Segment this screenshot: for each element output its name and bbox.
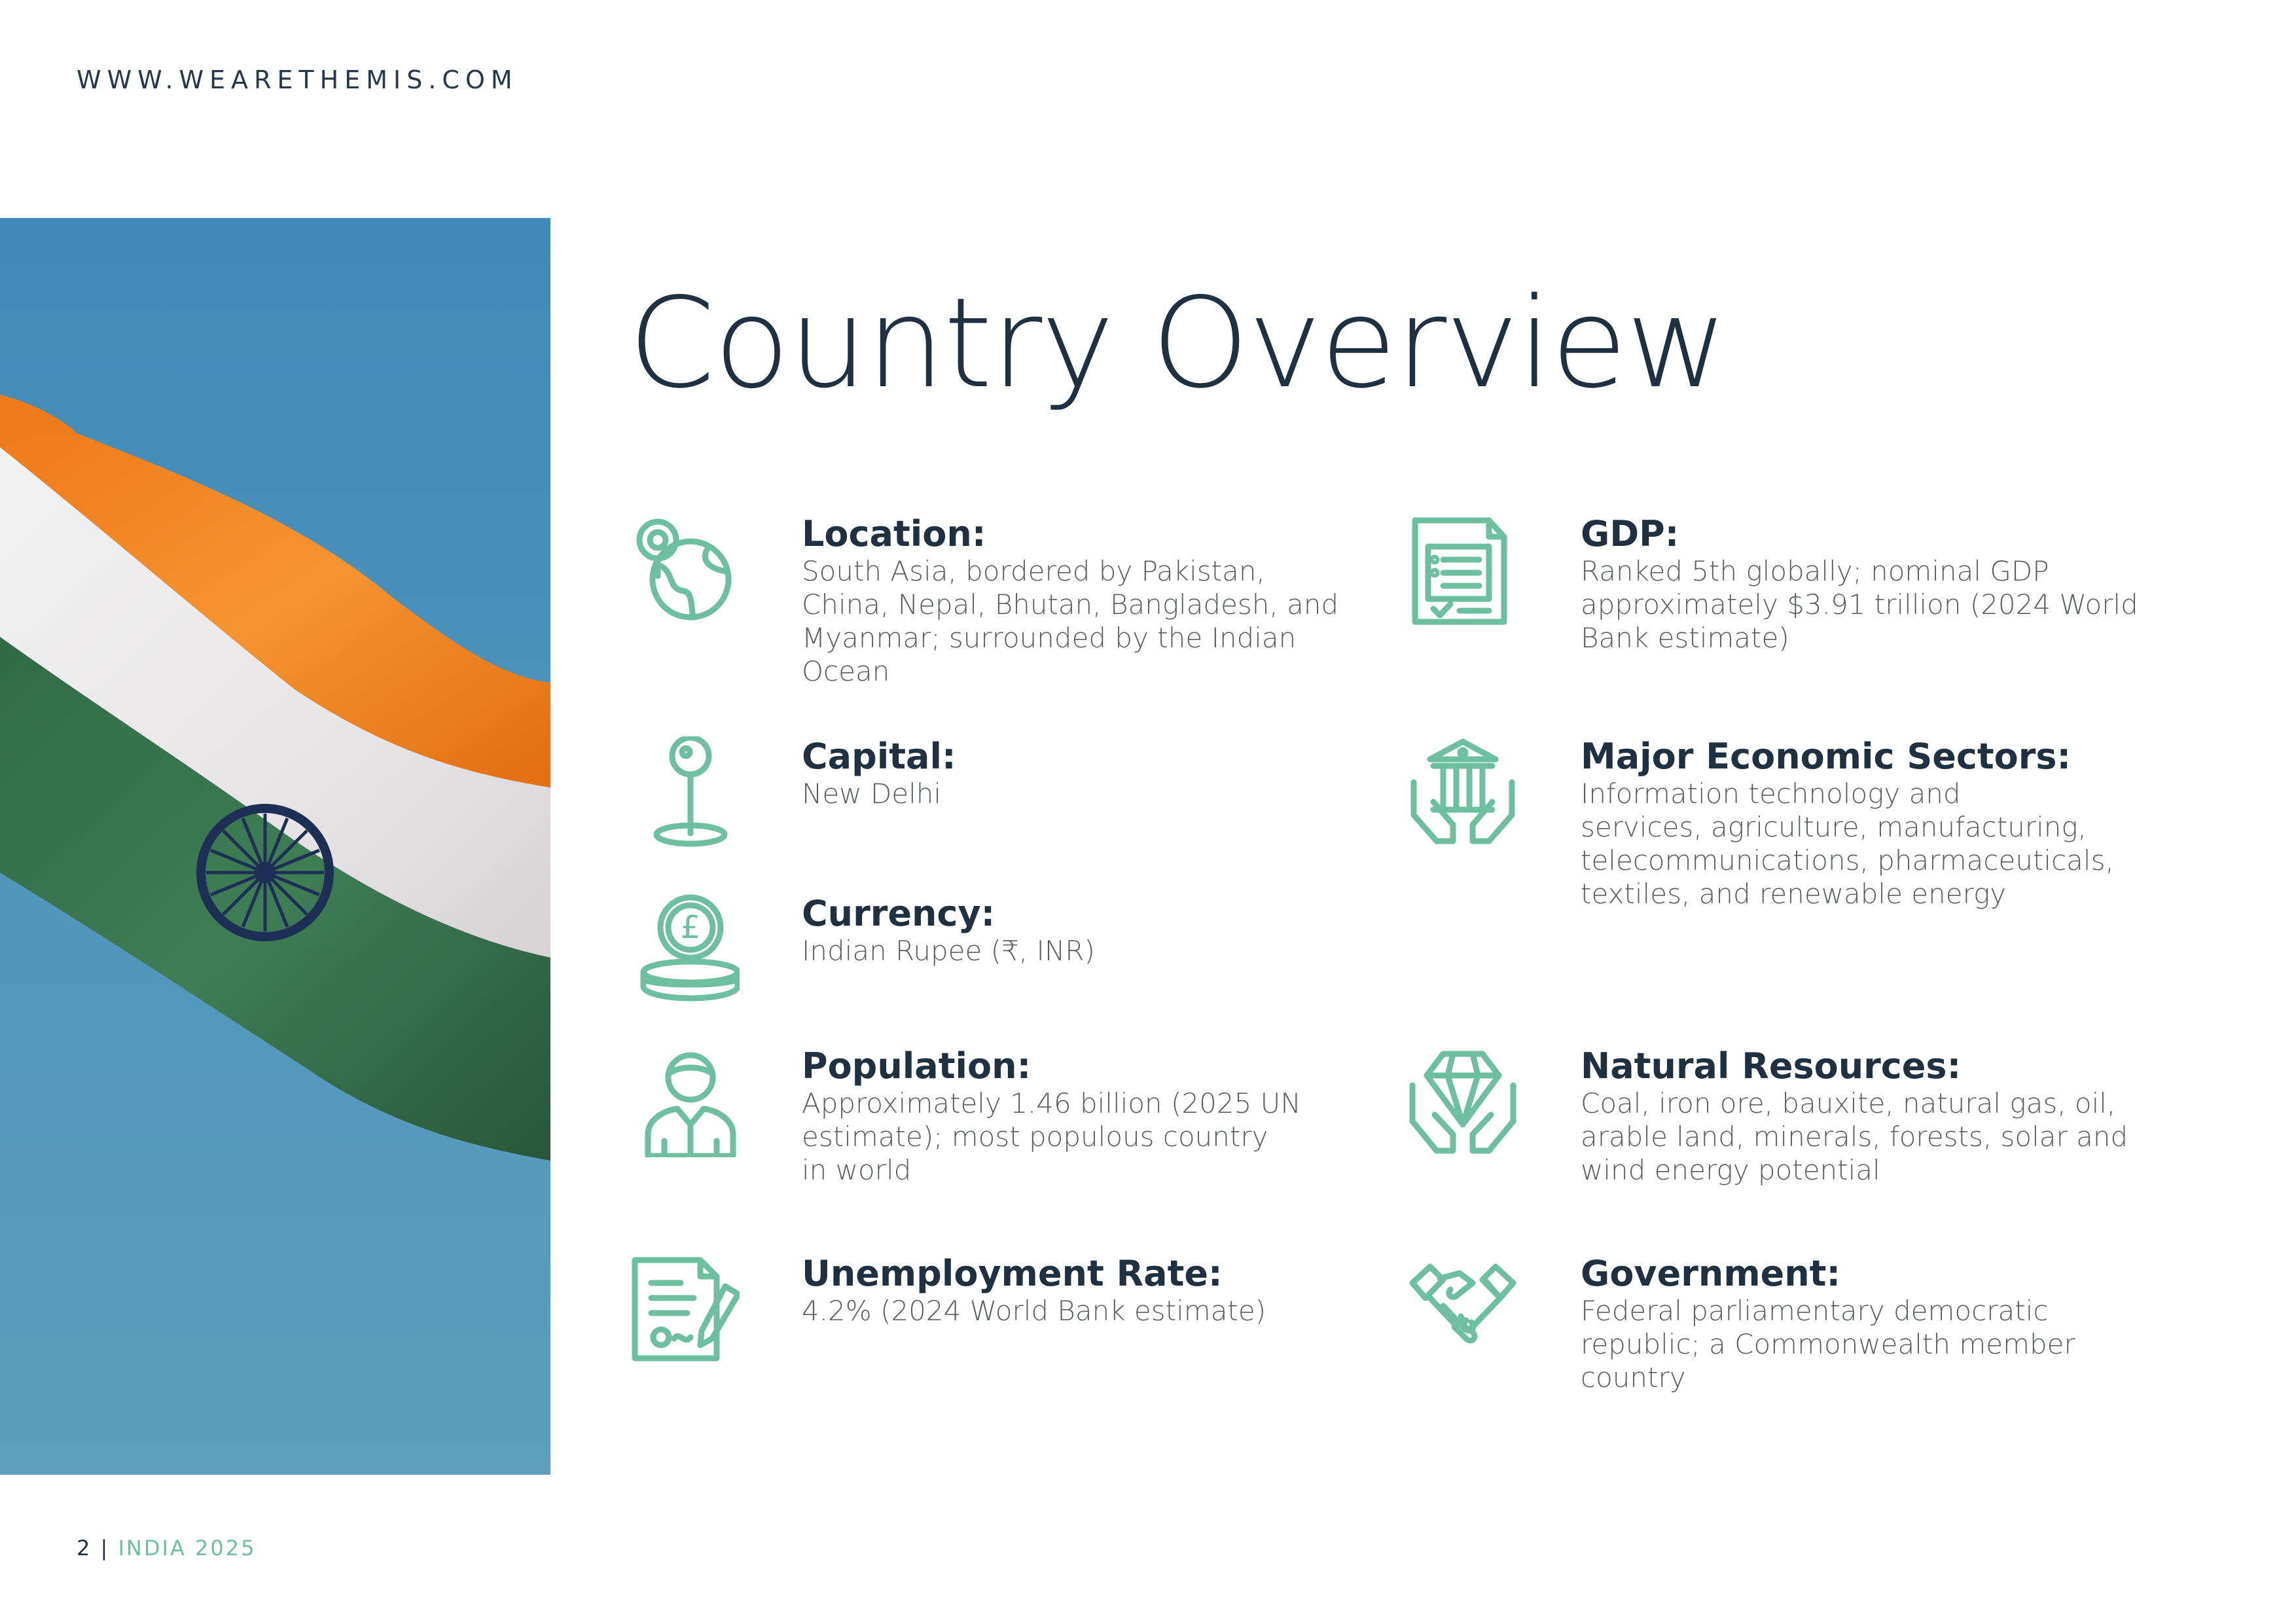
sectors-line-3: telecommunications, pharmaceuticals, (1581, 844, 2114, 876)
location-line-4: Ocean (802, 655, 890, 687)
svg-text:£: £ (680, 909, 701, 946)
sectors-title: Major Economic Sectors: (1581, 736, 2072, 777)
sectors-line-2: services, agriculture, manufacturing, (1581, 811, 2087, 843)
person-icon (628, 1046, 740, 1157)
population-item (628, 1046, 1381, 1216)
unemployment-item (628, 1254, 1381, 1384)
government-item (1407, 1254, 2258, 1424)
government-line-2: republic; a Commonwealth member (1581, 1328, 2075, 1360)
government-title: Government: (1581, 1253, 1841, 1294)
population-line-3: in world (802, 1154, 912, 1186)
capital-line-1: New Delhi (802, 778, 942, 810)
population-title: Population: (802, 1045, 1031, 1087)
unemployment-line-1: 4.2% (2024 World Bank estimate) (802, 1295, 1266, 1327)
bank-hands-icon (1407, 736, 1518, 848)
gdp-line-2: approximately $3.91 trillion (2024 World (1581, 588, 2138, 621)
footer-label: INDIA 2025 (118, 1536, 257, 1561)
india-flag-photo (0, 218, 550, 1475)
resources-title: Natural Resources: (1581, 1045, 1962, 1087)
location-item (628, 514, 1381, 710)
map-pin-icon (628, 736, 740, 848)
handshake-icon (1407, 1254, 1518, 1365)
location-line-1: South Asia, bordered by Pakistan, (802, 555, 1265, 587)
currency-item (628, 893, 1381, 1024)
gdp-line-3: Bank estimate) (1581, 622, 1789, 654)
capital-title: Capital: (802, 736, 956, 777)
page-number: 2 (77, 1536, 92, 1561)
globe-pin-icon (628, 514, 740, 625)
government-line-3: country (1581, 1362, 1686, 1394)
diamond-hands-icon (1407, 1046, 1518, 1157)
gdp-item (1407, 514, 2258, 684)
gdp-title: GDP: (1581, 513, 1679, 554)
site-url[interactable]: WWW.WEARETHEMIS.COM (77, 65, 518, 94)
document-report-icon (1407, 514, 1518, 625)
page-footer (77, 1536, 256, 1561)
gdp-line-1: Ranked 5th globally; nominal GDP (1581, 555, 2049, 587)
contract-pen-icon (628, 1254, 740, 1365)
page-title: Country Overview (628, 271, 1727, 416)
footer-separator: | (100, 1536, 110, 1561)
resources-item (1407, 1046, 2258, 1216)
sectors-item (1407, 736, 2258, 933)
location-line-2: China, Nepal, Bhutan, Bangladesh, and (802, 588, 1339, 621)
location-title: Location: (802, 513, 986, 554)
currency-line-1: Indian Rupee (₹, INR) (802, 935, 1095, 967)
coin-stack-icon (628, 893, 740, 1005)
capital-item (628, 736, 1381, 867)
resources-line-1: Coal, iron ore, bauxite, natural gas, oil, (1581, 1087, 2116, 1119)
population-line-2: estimate); most populous country (802, 1121, 1268, 1153)
resources-line-3: wind energy potential (1581, 1154, 1880, 1186)
unemployment-title: Unemployment Rate: (802, 1253, 1223, 1294)
resources-line-2: arable land, minerals, forests, solar and (1581, 1121, 2128, 1153)
sectors-line-4: textiles, and renewable energy (1581, 878, 2007, 910)
currency-title: Currency: (802, 893, 996, 934)
population-line-1: Approximately 1.46 billion (2025 UN (802, 1087, 1301, 1119)
sectors-line-1: Information technology and (1581, 778, 1961, 810)
government-line-1: Federal parliamentary democratic (1581, 1295, 2049, 1327)
location-line-3: Myanmar; surrounded by the Indian (802, 622, 1297, 654)
